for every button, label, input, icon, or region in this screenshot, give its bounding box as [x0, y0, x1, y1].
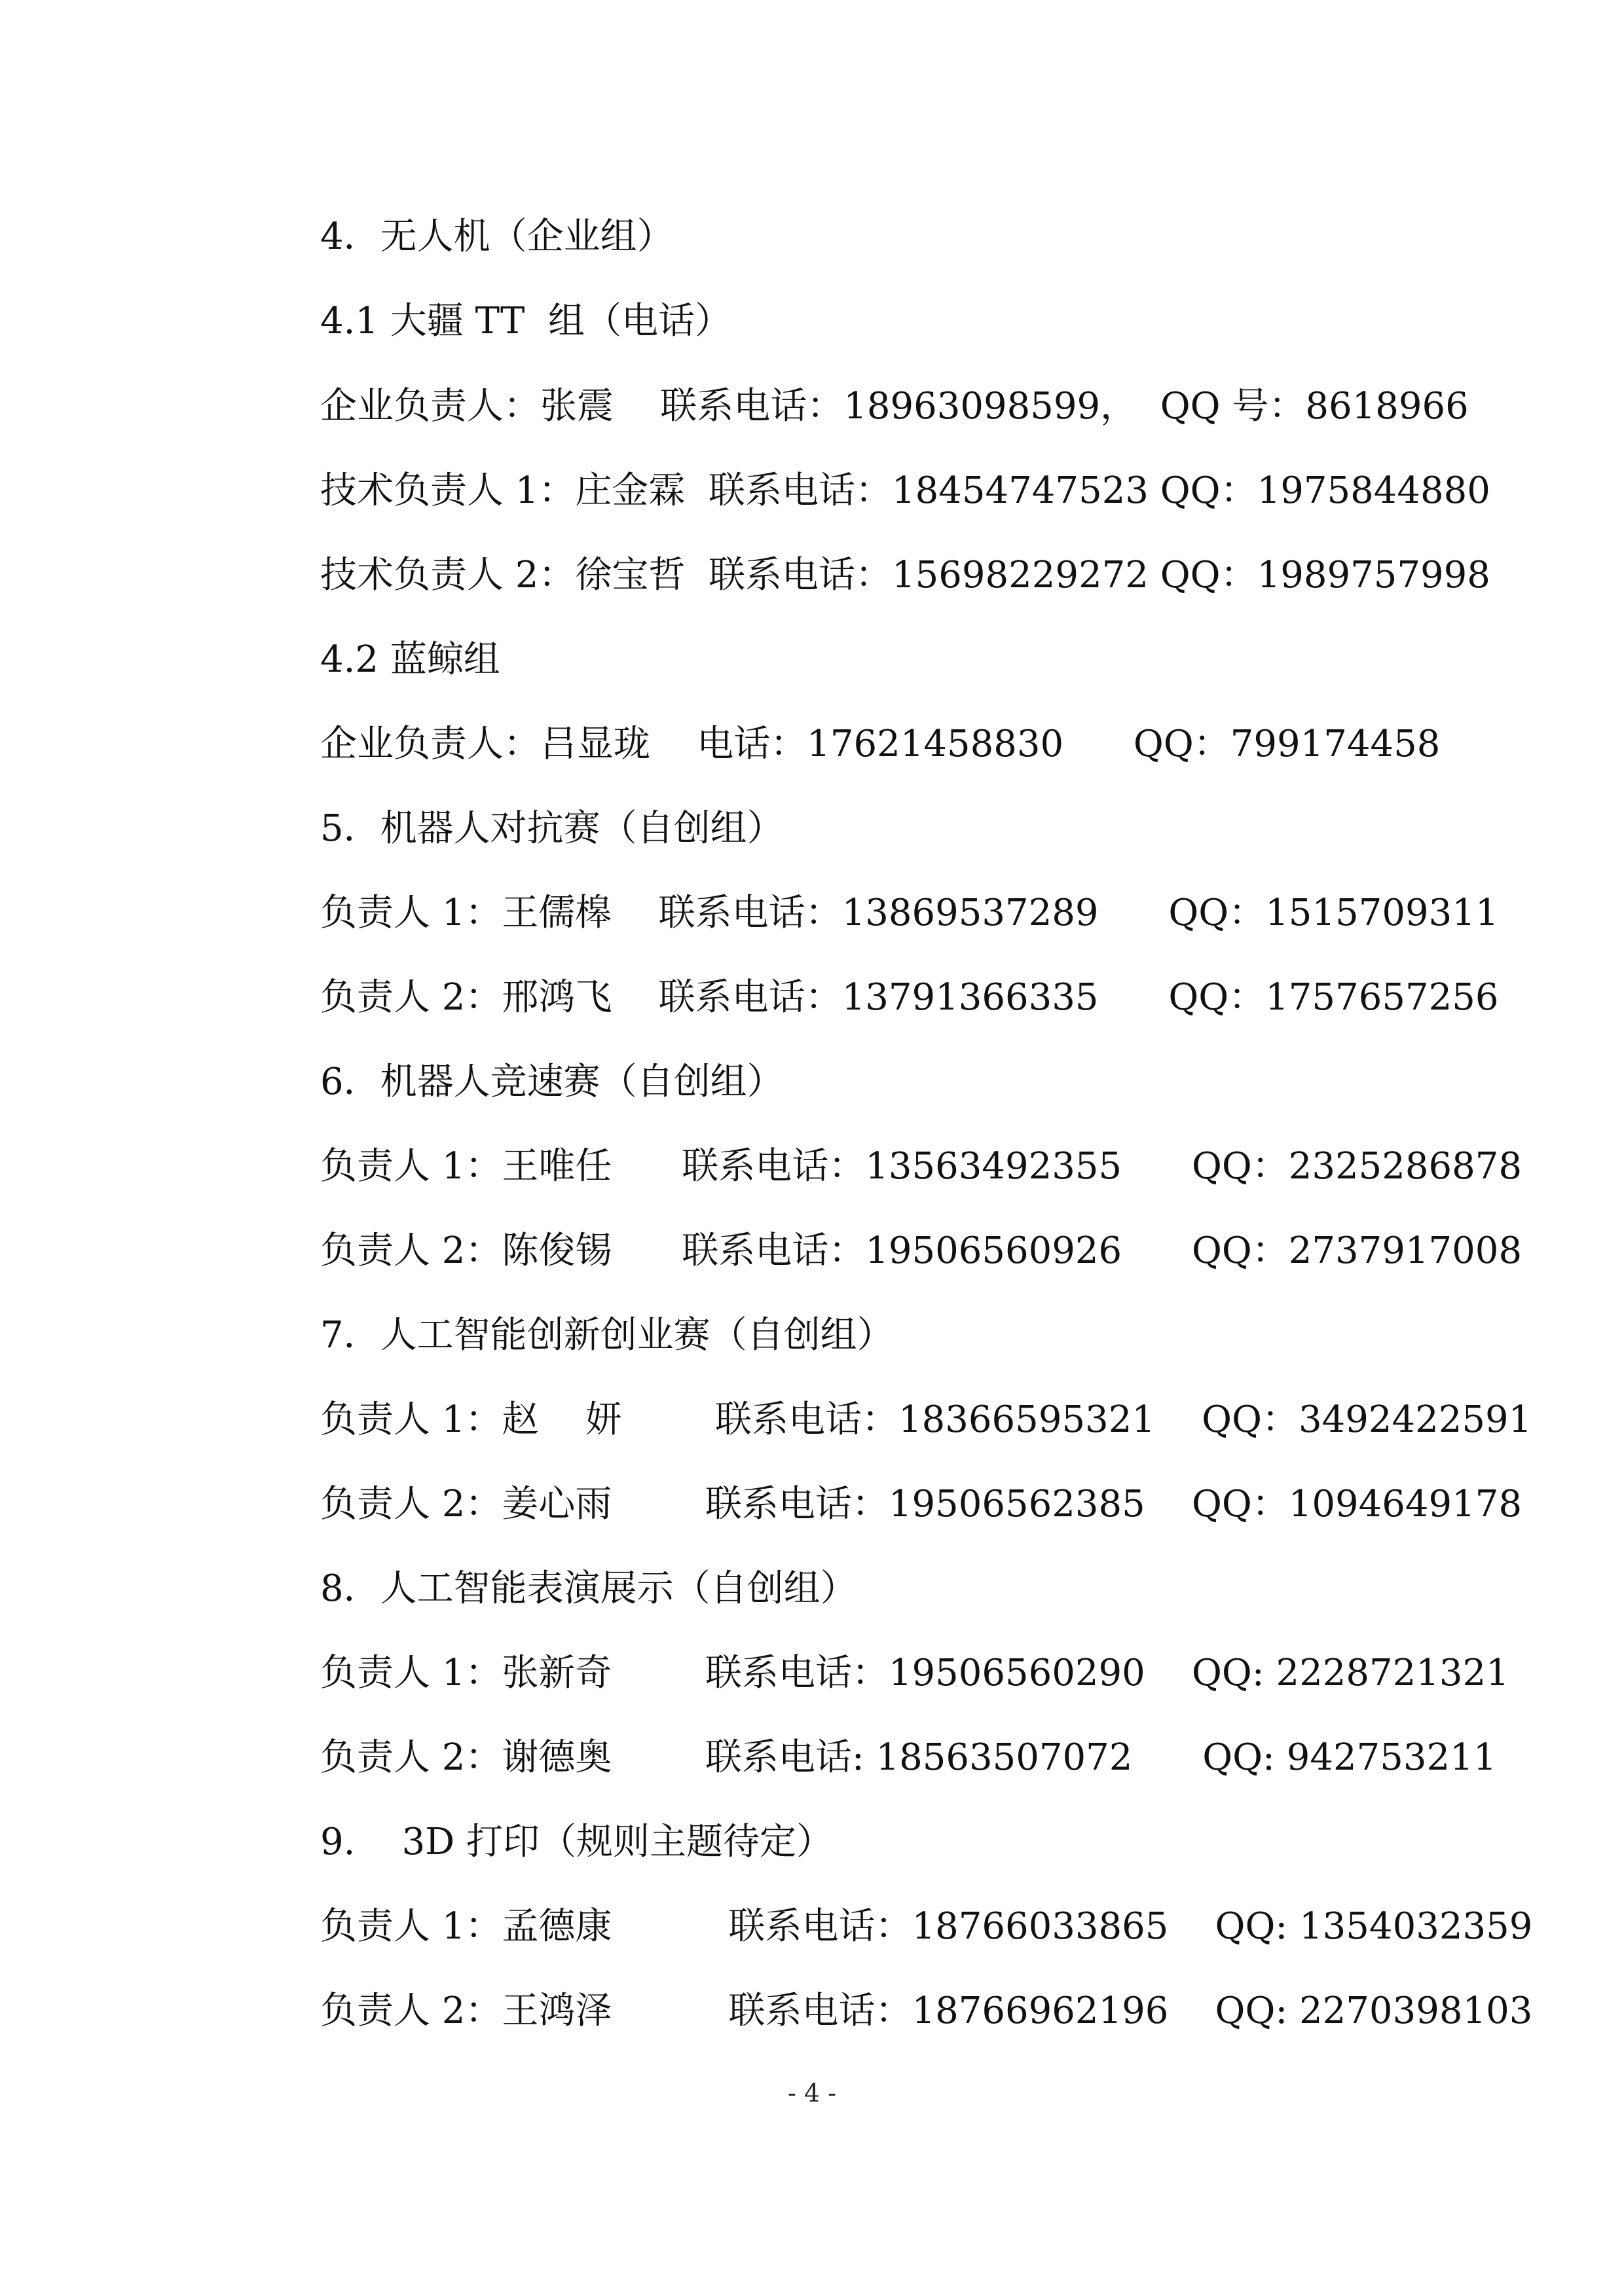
section-heading-3d-print: 9. 3D 打印（规则主题待定） [320, 1821, 833, 1863]
contact-line-ai-innovation-1: 负责人 1：赵 妍 联系电话：18366595321 QQ：3492422591 [320, 1398, 1532, 1441]
section-heading-drone: 4．无人机（企业组） [320, 215, 674, 258]
contact-line-enterprise-lead: 企业负责人：张震 联系电话：18963098599， QQ 号：8618966 [320, 385, 1469, 428]
section-heading-ai-show: 8．人工智能表演展示（自创组） [320, 1567, 857, 1610]
contact-line-ai-innovation-2: 负责人 2：姜心雨 联系电话：19506562385 QQ：1094649178 [320, 1483, 1522, 1525]
contact-line-ai-show-1: 负责人 1：张新奇 联系电话：19506560290 QQ: 2228721321 [320, 1652, 1509, 1694]
contact-line-robot-race-1: 负责人 1：王唯任 联系电话：13563492355 QQ：2325286878 [320, 1145, 1522, 1188]
section-heading-ai-innovation: 7．人工智能创新创业赛（自创组） [320, 1314, 894, 1357]
section-heading-robot-battle: 5．机器人对抗赛（自创组） [320, 807, 784, 850]
page-number: - 4 - [787, 2079, 836, 2107]
contact-line-3d-print-2: 负责人 2：王鸿泽 联系电话：18766962196 QQ: 2270398103 [320, 1990, 1533, 2032]
subsection-heading-blue-whale: 4.2 蓝鲸组 [320, 638, 500, 681]
contact-line-robot-battle-1: 负责人 1：王儒槔 联系电话：13869537289 QQ：1515709311 [320, 892, 1499, 934]
section-heading-robot-race: 6．机器人竞速赛（自创组） [320, 1061, 784, 1103]
contact-line-robot-race-2: 负责人 2：陈俊锡 联系电话：19506560926 QQ：2737917008 [320, 1230, 1522, 1272]
contact-line-ai-show-2: 负责人 2：谢德奥 联系电话: 18563507072 QQ: 942753211 [320, 1736, 1497, 1779]
contact-line-tech-lead-2: 技术负责人 2：徐宝哲 联系电话：15698229272 QQ：1989757998 [320, 554, 1490, 596]
contact-line-tech-lead-1: 技术负责人 1：庄金霖 联系电话：18454747523 QQ：1975844880 [320, 469, 1490, 512]
contact-line-robot-battle-2: 负责人 2：邢鸿飞 联系电话：13791366335 QQ：1757657256 [320, 976, 1499, 1019]
subsection-heading-dji-tt: 4.1 大疆 TT 组（电话） [320, 300, 732, 342]
contact-line-3d-print-1: 负责人 1：孟德康 联系电话：18766033865 QQ: 1354032359 [320, 1905, 1533, 1948]
contact-line-blue-whale-lead: 企业负责人：吕显珑 电话：17621458830 QQ：799174458 [320, 723, 1441, 765]
